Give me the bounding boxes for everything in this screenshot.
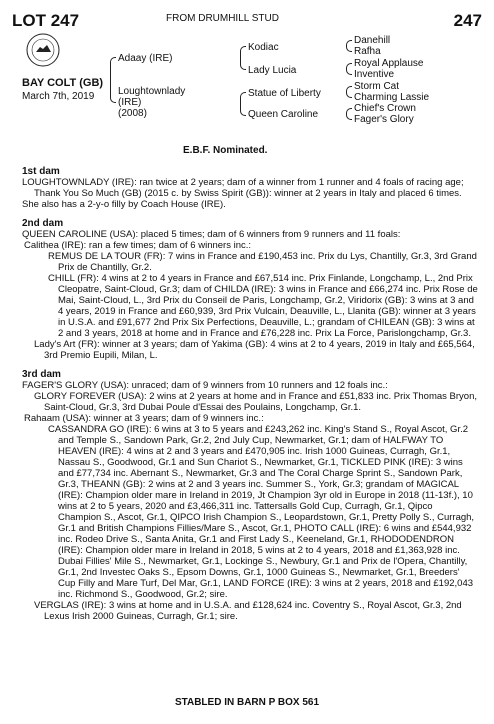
pedigree-ddd: Fager's Glory bbox=[354, 114, 414, 125]
produce-note: She also has a 2-y-o filly by Coach House (IRE). bbox=[22, 199, 226, 210]
produce-entry: CASSANDRA GO (IRE): 6 wins at 3 to 5 years and £243,262 inc. King's Stand S., Royal Ascot, Gr.2 and Temple S., Sandown Park, Gr.2, 2nd July Cup, Newmarket, Gr.1; dam of HALFWAY TO HEAVEN (IRE): 4 wins at 2 and 3 years and £470,905 inc. Irish 1000 Guineas, Curragh, Gr.1, Nassau S., Goodwood, Gr.1 and Sun Chariot S., Newmarket, Gr.1, TICKLED PINK (IRE): 3 wins and £77,734 inc. Abernant S., Newmarket, Gr.3 and The Coral Charge Sprint S., Sandown Park, Gr.3, THEANN (GB): 2 wins at 2 and 3 years inc. Summer S., York, Gr.3; grandam of MAGICAL (IRE): Champion older mare in Ireland in 2019, Jt Champion 3yr old in Europe in 2018 (11-13f.), 10 wins at 2 to 5 years, 2020 and £3,466,311 inc. Tattersalls Gold Cup, Curragh, Gr.1, Qipco Champion S., Ascot, Gr.1, QIPCO Irish Champion S., Leopardstown, Gr.1, Pretty Polly S., Curragh, Gr.1 and British Champions Fillies/Mare S., Ascot, Gr.1, PHOTO CALL (IRE): 6 wins and £544,932 inc. Rodeo Drive S., Santa Anita, Gr.1 and First Lady S., Keeneland, Gr.1, RHODODENDRON (IRE): Champion older mare in Ireland in 2018, 5 wins at 2 to 4 years, 2018 and £1,363,928 inc. Dubai Fillies' Mile S., Newmarket, Gr.1, Lockinge S., Newbury, Gr.1 and Prix de l'Opera, Chantilly, Gr.1, 2nd Investec Oaks S., Epsom Downs, Gr.1, 1000 Guineas S., Newmarket, Gr.1, Breeders' Cup Filly and Mare Turf, Del Mar, Gr.1, LAND FORCE (IRE): 3 wins at 2 years, 2018 and £192,043 inc. Richmond S., Goodwood, Gr.2; sire. bbox=[48, 424, 475, 600]
produce-entry: GLORY FOREVER (USA): 2 wins at 2 years at home and in France and £51,833 inc. Prix Thomas Bryon, Saint-Cloud, Gr.3, 3rd Dubai Poule d'Essai des Poulains, Longchamp, Gr.1. bbox=[34, 391, 478, 413]
catalogue-body bbox=[22, 166, 478, 622]
pedigree-sss: Danehill bbox=[354, 35, 391, 46]
produce-entry: VERGLAS (IRE): 3 wins at home and in U.S.A. and £128,624 inc. Coventry S., Royal Ascot, Gr.3, 2nd Lexus Irish 2000 Guineas, Curragh, Gr.1; sire. bbox=[34, 600, 462, 622]
produce-entry: CHILL (FR): 4 wins at 2 to 4 years in France and £67,514 inc. Prix Finlande, Longchamp, L., 2nd Prix Cleopatre, Saint-Cloud, Gr.3; dam of CHILDA (IRE): 3 wins in France and £66,274 inc. Prix Rose de Mai, Saint-Cloud, L., 3rd Prix du Conseil de Paris, Longchamp, Gr.2, Viridorix (GB): 3 wins at 3 and 4 years, 2019 in France and £60,939, 3rd Prix Vulcain, Deauville, L., Llanita (GB): winner at 3 years in U.S.A. and £91,677 2nd Prix Six Perfections, Deauville, L.; grandam of CHILEAN (GB): 3 wins at 2 and 3 years, 2018 at home and in France and £76,228 inc. Prix La Force, Parislongchamp, Gr.3. bbox=[48, 273, 478, 339]
lot-label: LOT 247 bbox=[12, 11, 80, 30]
pedigree-sdd: Inventive bbox=[354, 69, 395, 80]
pedigree-dds: Chief's Crown bbox=[354, 103, 416, 114]
pedigree-bracket bbox=[240, 46, 246, 70]
pedigree-dss: Storm Cat bbox=[354, 81, 400, 92]
pedigree-dam-dam: Queen Caroline bbox=[248, 109, 319, 120]
pedigree-sire-sire: Kodiac bbox=[248, 42, 279, 53]
dam-entry: LOUGHTOWNLADY (IRE): ran twice at 2 years; dam of a winner from 1 runner and 4 foals of racing age; bbox=[22, 177, 464, 188]
pedigree-dsd: Charming Lassie bbox=[354, 92, 430, 103]
produce-entry: REMUS DE LA TOUR (FR): 7 wins in France and £190,453 inc. Prix du Lys, Chantilly, Gr.3, 3rd Grand Prix de Chantilly, Gr.2. bbox=[48, 251, 477, 273]
foaling-date: March 7th, 2019 bbox=[22, 91, 95, 102]
pedigree-dam-country: (IRE) bbox=[118, 97, 142, 108]
ebf-nomination: E.B.F. Nominated. bbox=[183, 145, 268, 156]
produce-entry: Lady's Art (FR): winner at 3 years; dam of Yakima (GB): 4 wins at 2 to 4 years, 2019 in Italy and £65,564, 3rd Premio Eupili, Milan, L. bbox=[34, 339, 475, 361]
produce-entry: Rahaam (USA): winner at 3 years; dam of 9 winners inc.: bbox=[24, 413, 264, 424]
pedigree-dam-year: (2008) bbox=[118, 108, 147, 119]
section-heading: 2nd dam bbox=[22, 218, 64, 229]
produce-entry: Calithea (IRE): ran a few times; dam of 6 winners inc.: bbox=[24, 240, 252, 251]
section-heading: 3rd dam bbox=[22, 369, 61, 380]
pedigree-sire: Adaay (IRE) bbox=[118, 53, 173, 64]
pedigree-bracket bbox=[240, 92, 246, 116]
horse-sex-title: BAY COLT (GB) bbox=[22, 77, 104, 89]
lot-number: 247 bbox=[453, 11, 482, 30]
pedigree-sire-dam: Lady Lucia bbox=[248, 65, 297, 76]
pedigree-bracket bbox=[346, 40, 352, 52]
pedigree-ssd: Rafha bbox=[354, 46, 381, 57]
pedigree-bracket bbox=[346, 63, 352, 75]
dam-entry: QUEEN CAROLINE (USA): placed 5 times; dam of 6 winners from 9 runners and 11 foals: bbox=[22, 229, 401, 240]
stud-logo bbox=[26, 33, 60, 67]
pedigree-bracket bbox=[346, 108, 352, 120]
consignor: FROM DRUMHILL STUD bbox=[166, 13, 279, 24]
stabling-info: STABLED IN BARN P BOX 561 bbox=[174, 697, 320, 708]
produce-entry: Thank You So Much (GB) (2015 c. by Swiss Spirit (GB)): winner at 2 years in Italy and placed 6 times. bbox=[34, 188, 462, 199]
pedigree-dam-sire: Statue of Liberty bbox=[248, 88, 321, 99]
pedigree-bracket bbox=[110, 57, 116, 103]
pedigree-dam: Loughtownlady bbox=[118, 86, 186, 97]
section-heading: 1st dam bbox=[22, 166, 60, 177]
pedigree-bracket bbox=[346, 86, 352, 98]
pedigree-sds: Royal Applause bbox=[354, 58, 424, 69]
dam-entry: FAGER'S GLORY (USA): unraced; dam of 9 winners from 10 runners and 12 foals inc.: bbox=[22, 380, 388, 391]
